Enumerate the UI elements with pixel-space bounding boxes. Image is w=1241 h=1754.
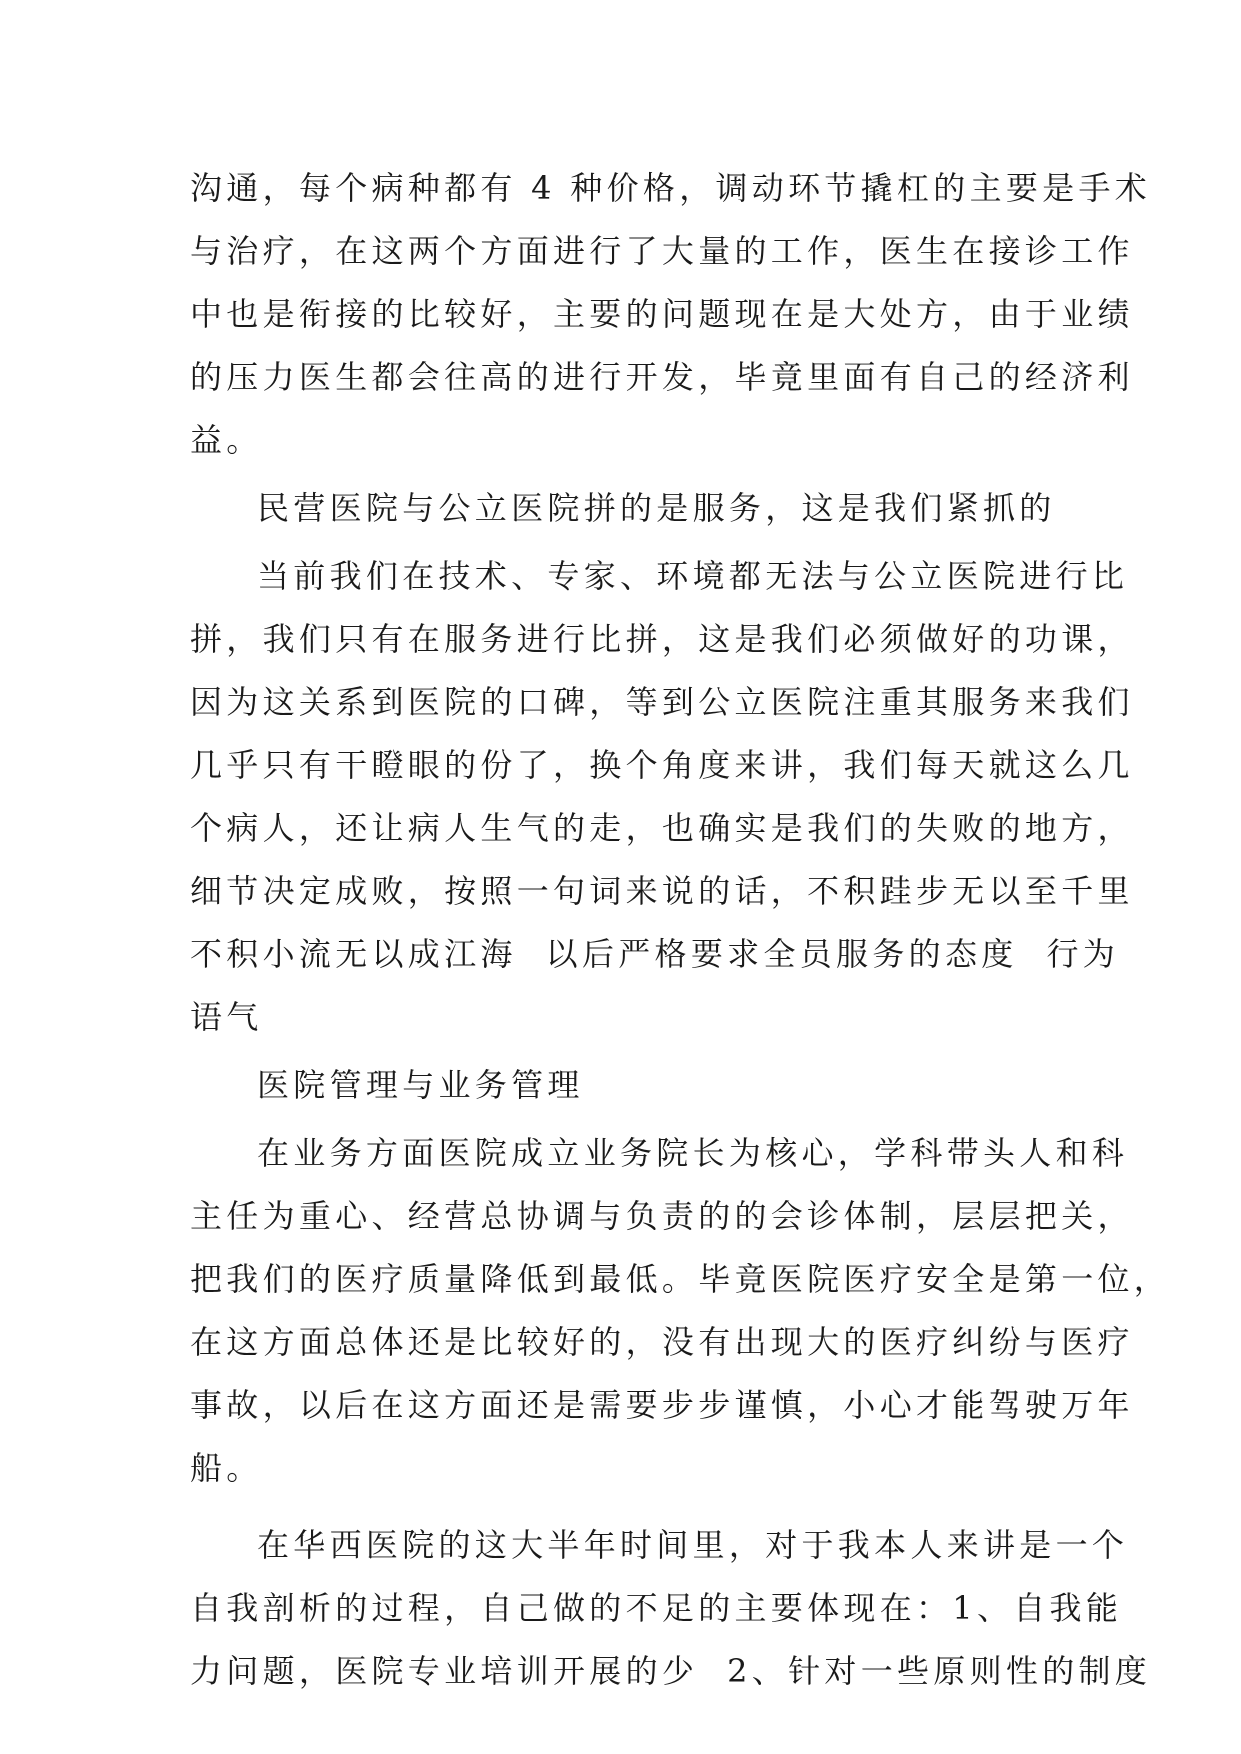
text-line: 船。 [190, 1449, 263, 1487]
text-line: 的压力医生都会往高的进行开发，毕竟里面有自己的经济利 [190, 358, 1134, 396]
text-line: 不积小流无以成江海 以后严格要求全员服务的态度 行为 [190, 935, 1120, 973]
text-line: 语气 [190, 998, 263, 1036]
section-heading: 民营医院与公立医院拼的是服务，这是我们紧抓的 [257, 489, 1056, 527]
text-line: 沟通，每个病种都有 4 种价格，调动环节撬杠的主要是手术 [190, 169, 1152, 207]
text-line: 在华西医院的这大半年时间里，对于我本人来讲是一个 [257, 1526, 1129, 1564]
text-line: 拼，我们只有在服务进行比拼，这是我们必须做好的功课， [190, 620, 1134, 658]
text-line: 自我剖析的过程，自己做的不足的主要体现在：1、自我能 [190, 1589, 1123, 1627]
text-line: 力问题，医院专业培训开展的少 2、针对一些原则性的制度 [190, 1652, 1152, 1690]
section-heading: 医院管理与业务管理 [257, 1066, 584, 1104]
text-line: 几乎只有干瞪眼的份了，换个角度来讲，我们每天就这么几 [190, 746, 1134, 784]
text-line: 中也是衔接的比较好，主要的问题现在是大处方，由于业绩 [190, 295, 1134, 333]
text-line: 因为这关系到医院的口碑，等到公立医院注重其服务来我们 [190, 683, 1134, 721]
text-line: 把我们的医疗质量降低到最低。毕竟医院医疗安全是第一位， [190, 1260, 1171, 1298]
text-line: 细节决定成败，按照一句词来说的话，不积跬步无以至千里 [190, 872, 1134, 910]
document-body [190, 157, 1171, 1703]
text-line: 在业务方面医院成立业务院长为核心，学科带头人和科 [257, 1134, 1129, 1172]
text-line: 当前我们在技术、专家、环境都无法与公立医院进行比 [257, 557, 1129, 595]
text-line: 事故，以后在这方面还是需要步步谨慎，小心才能驾驶万年 [190, 1386, 1134, 1424]
text-line: 与治疗，在这两个方面进行了大量的工作，医生在接诊工作 [190, 232, 1134, 270]
text-line: 个病人，还让病人生气的走，也确实是我们的失败的地方， [190, 809, 1134, 847]
text-line: 益。 [190, 421, 263, 459]
text-line: 主任为重心、经营总协调与负责的的会诊体制，层层把关， [190, 1197, 1134, 1235]
text-line: 在这方面总体还是比较好的，没有出现大的医疗纠纷与医疗 [190, 1323, 1134, 1361]
